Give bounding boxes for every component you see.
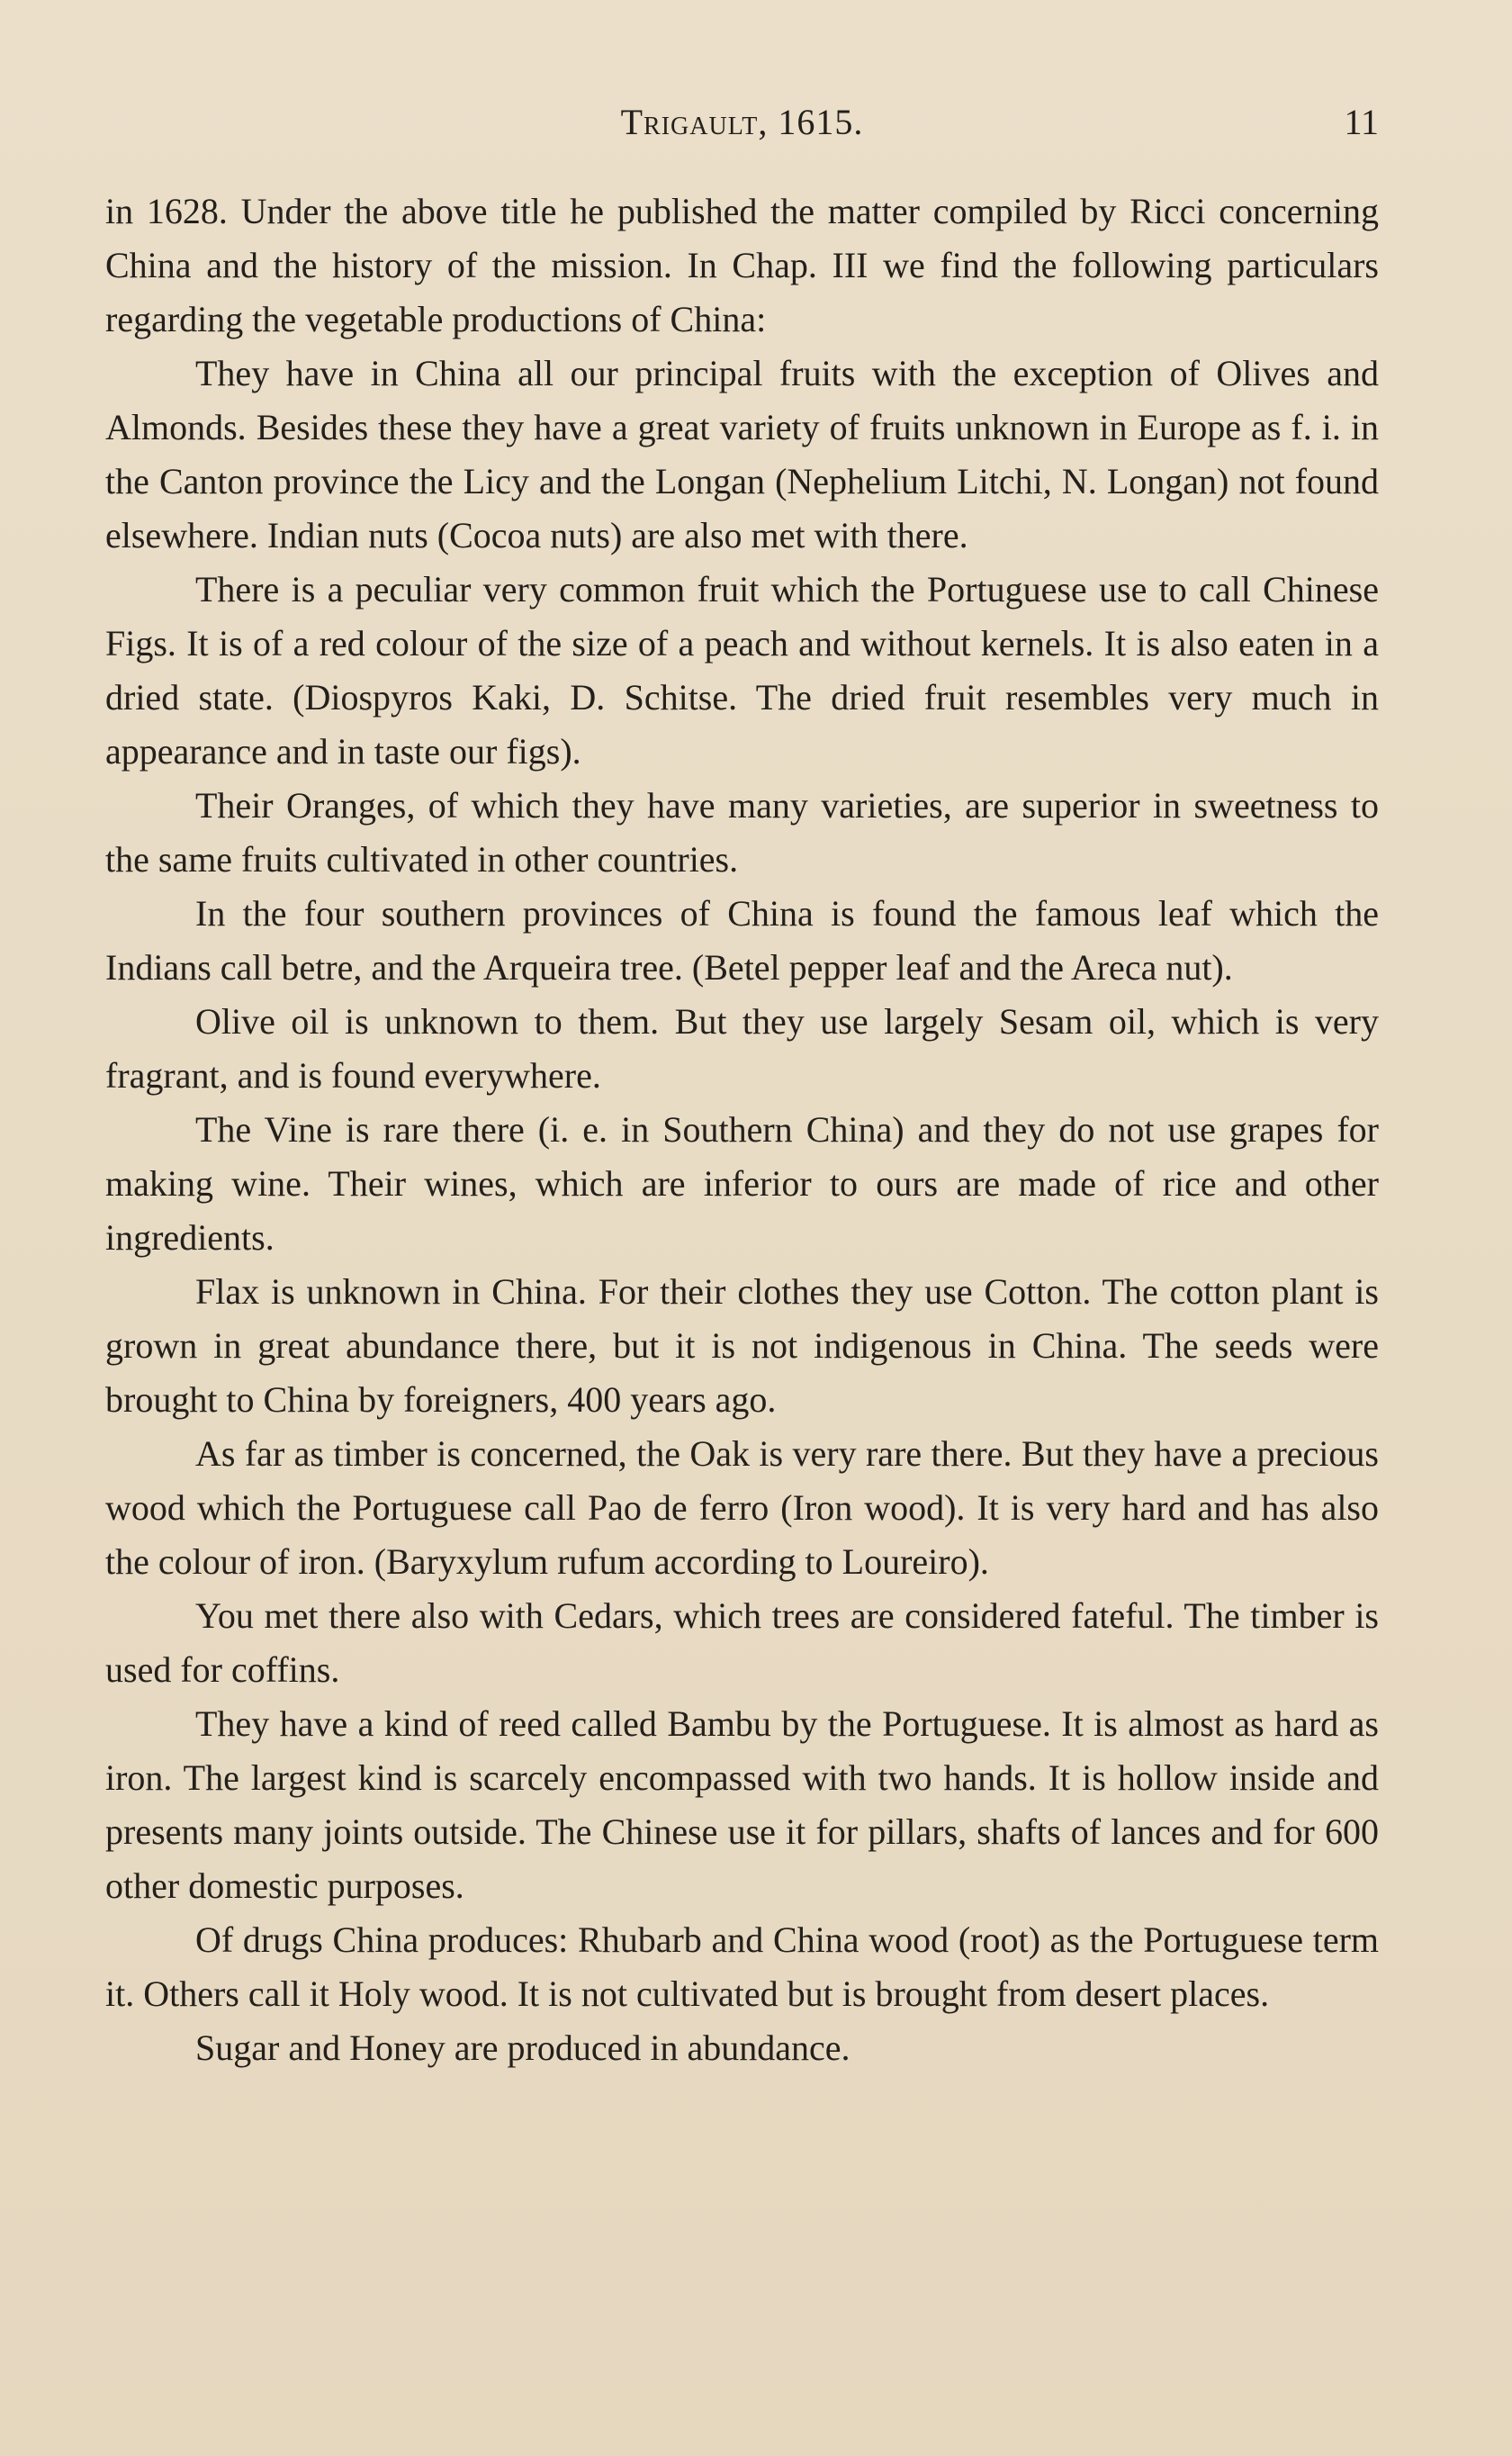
paragraph: They have a kind of reed called Bambu by the Portuguese. It is almost as hard as iron. The largest kind is scarcely encompassed with two hands. It is hollow inside and presents many joints outside. The Chinese use it for pillars, shafts of lances and for 600 other domestic purposes. [105, 1703, 1379, 1906]
paragraph: Sugar and Honey are produced in abundance. [195, 2027, 850, 2068]
paragraph: Of drugs China produces: Rhubarb and China wood (root) as the Portuguese term it. Others call it Holy wood. It is not cultivated but is brought from desert places. [105, 1919, 1379, 2014]
paragraph: Olive oil is unknown to them. But they use largely Sesam oil, which is very fragrant, and is found everywhere. [105, 1001, 1379, 1096]
paragraph: The Vine is rare there (i. e. in Southern China) and they do not use grapes for making wine. Their wines, which are inferior to ours are made of rice and other ingredients. [105, 1109, 1379, 1258]
paragraph: You met there also with Cedars, which trees are considered fateful. The timber is used for coffins. [105, 1595, 1379, 1690]
running-title: Trigault, 1615. [620, 102, 864, 142]
paragraph: Their Oranges, of which they have many varieties, are superior in sweetness to the same fruits cultivated in other countries. [105, 785, 1379, 880]
paragraph: There is a peculiar very common fruit which the Portuguese use to call Chinese Figs. It is of a red colour of the size of a peach and without kernels. It is also eaten in a dried state. (Diospyros Kaki, D. Schitse. The dried fruit resembles very much in appearance and in taste our figs). [105, 569, 1379, 772]
paragraph: They have in China all our principal fruits with the exception of Olives and Almonds. Besides these they have a great variety of fruits unknown in Europe as f. i. in the Canton province the Licy and the Longan (Nephelium Litchi, N. Longan) not found elsewhere. Indian nuts (Cocoa nuts) are also met with there. [105, 353, 1379, 555]
page-header [105, 95, 1379, 149]
paragraph: in 1628. Under the above title he published the matter compiled by Ricci concerning China and the history of the mission. In Chap. III we find the following particulars regarding the vegetable productions of China: [105, 191, 1379, 339]
body-text [105, 185, 1379, 2075]
paragraph: In the four southern provinces of China is found the famous leaf which the Indians call betre, and the Arqueira tree. (Betel pepper leaf and the Areca nut). [105, 893, 1379, 988]
paragraph: As far as timber is concerned, the Oak is very rare there. But they have a precious wood which the Portuguese call Pao de ferro (Iron wood). It is very hard and has also the colour of iron. (Baryxylum rufum according to Loureiro). [105, 1433, 1379, 1582]
page-number: 11 [1344, 102, 1379, 142]
paragraph: Flax is unknown in China. For their clothes they use Cotton. The cotton plant is grown in great abundance there, but it is not indigenous in China. The seeds were brought to China by foreigners, 400 years ago. [105, 1271, 1379, 1420]
